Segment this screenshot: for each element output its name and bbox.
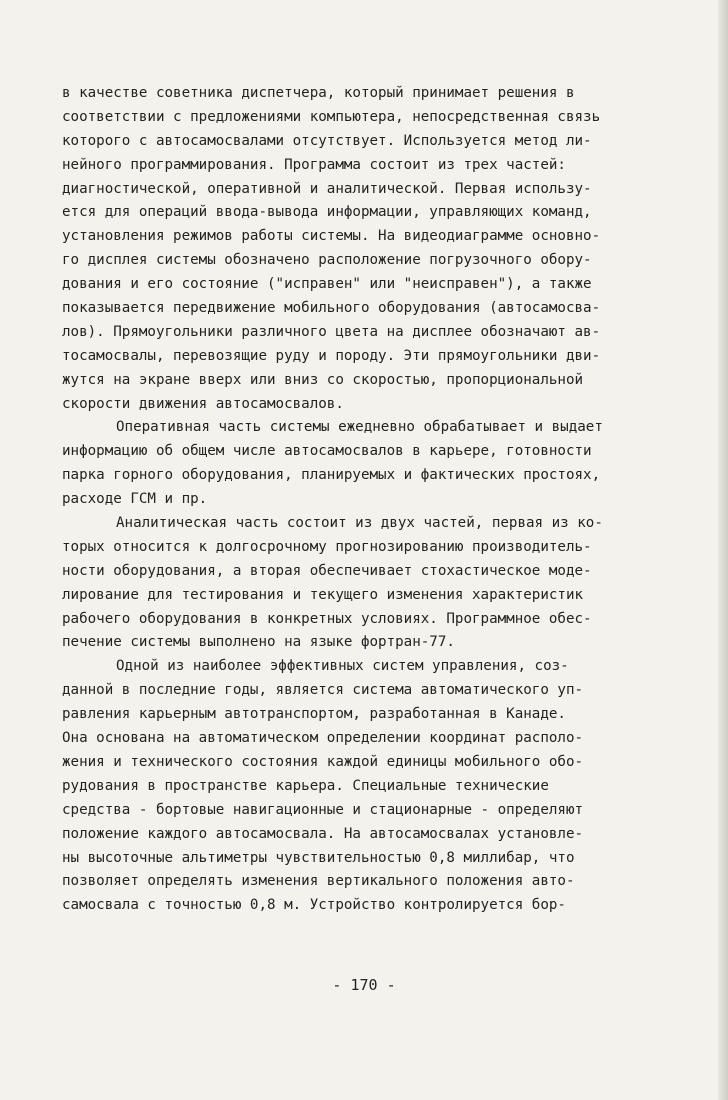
paragraph-first-line: Оперативная часть системы ежедневно обрабатывает и выдает [116,419,603,436]
text-line: информацию об общем числе автосамосвалов в карьере, готовности [62,443,592,460]
text-line: нейного программирования. Программа состоит из трех частей: [62,156,566,173]
text-line: дования и его состояние ("исправен" или "неисправен"), а также [62,276,592,293]
text-line: ны высоточные альтиметры чувствительностью 0,8 миллибар, что [62,849,575,866]
text-line: диагностической, оперативной и аналитической. Первая использу- [62,180,592,197]
paragraph-first-line: Аналитическая часть состоит из двух частей, первая из ко- [116,515,603,532]
text-line: лирование для тестирования и текущего изменения характеристик [62,586,584,603]
page-number: - 170 - [332,976,396,994]
text-line: рудования в пространстве карьера. Специальные технические [62,777,549,794]
text-line: положение каждого автосамосвала. На автосамосвалах установле- [62,825,584,842]
text-line: установления режимов работы системы. На видеодиаграмме основно- [62,228,601,245]
text-line: показывается передвижение мобильного оборудования (автосамосва- [62,300,601,317]
scan-edge-shadow [718,0,728,1100]
text-line: соответствии с предложениями компьютера, непосредственная связь [62,108,601,125]
text-line: которого с автосамосвалами отсутствует. Используется метод ли- [62,132,592,149]
text-line: в качестве советника диспетчера, который принимает решения в [62,85,575,101]
text-line: жутся на экране вверх или вниз со скоростью, пропорциональной [62,371,584,388]
text-line: равления карьерным автотранспортом, разработанная в Канаде. [62,706,566,723]
text-line: расходе ГСМ и пр. [62,491,208,508]
paragraph-first-line: Одной из наиболее эффективных систем управления, соз- [116,658,569,675]
text-line: средства - бортовые навигационные и стационарные - определяют [62,801,584,818]
text-line: позволяет определять изменения вертикального положения авто- [62,873,575,890]
text-line: рабочего оборудования в конкретных условиях. Программное обес- [62,610,592,627]
text-line: го дисплея системы обозначено расположение погрузочного обору- [62,252,592,269]
text-line: жения и технического состояния каждой единицы мобильного обо- [62,753,584,770]
text-line: Она основана на автоматическом определении координат располо- [62,730,584,747]
text-line: ется для операций ввода-вывода информации, управляющих команд, [62,204,592,221]
body-text [62,82,692,918]
text-line: скорости движения автосамосвалов. [62,395,344,412]
text-line: тосамосвалы, перевозящие руду и породу. Эти прямоугольники дви- [62,347,601,364]
text-line: лов). Прямоугольники различного цвета на дисплее обозначают ав- [62,323,601,340]
text-line: парка горного оборудования, планируемых и фактических простоях, [62,467,601,484]
text-line: самосвала с точностью 0,8 м. Устройство контролируется бор- [62,897,566,914]
text-line: ности оборудования, а вторая обеспечивает стохастическое моде- [62,562,592,579]
text-line: печение системы выполнено на языке фортран-77. [62,634,455,651]
text-line: данной в последние годы, является система автоматического уп- [62,682,584,699]
text-line: торых относится к долгосрочному прогнозированию производитель- [62,538,592,555]
